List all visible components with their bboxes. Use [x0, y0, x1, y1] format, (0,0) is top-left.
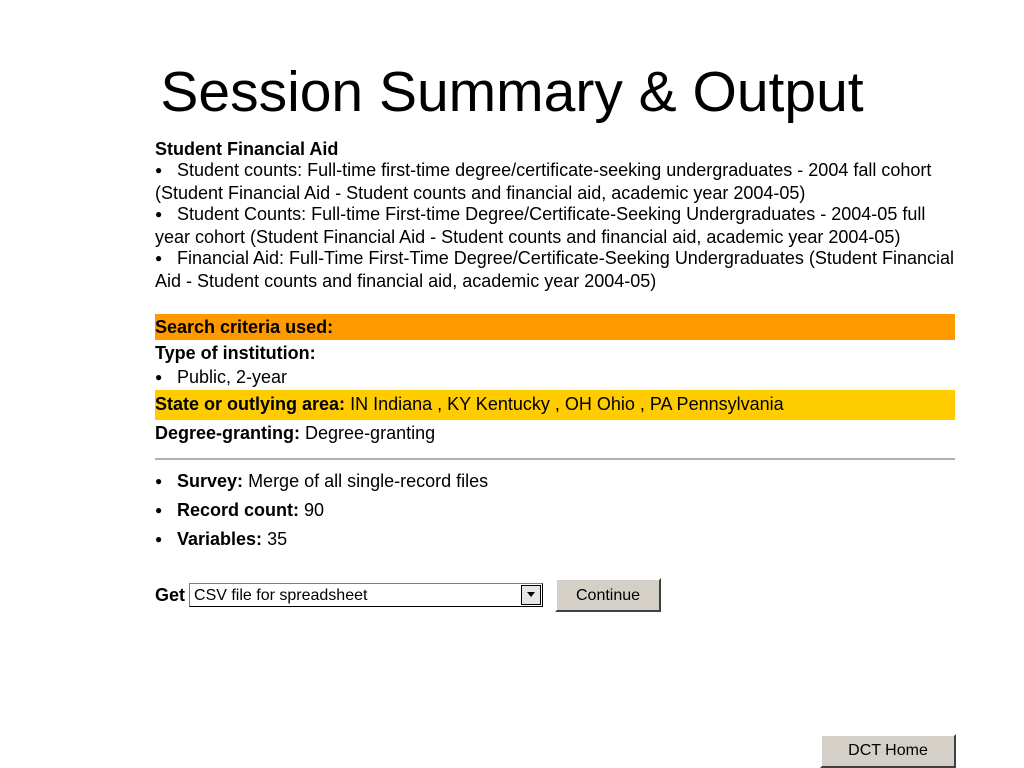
- record-count-value: 90: [304, 500, 325, 520]
- financial-aid-item-text: Student counts: Full-time first-time degree/certificate-seeking undergraduates - 2004 fall cohort (Student Financial Aid - Student counts and financial aid, academic year 2004-05): [155, 160, 932, 203]
- session-summary: [155, 138, 955, 611]
- financial-aid-item: [155, 204, 955, 248]
- bullet-icon: ●: [155, 207, 163, 221]
- variables-label: Variables:: [177, 529, 263, 549]
- summary-list: [155, 468, 955, 555]
- search-criteria-header: Search criteria used:: [155, 314, 955, 340]
- variables-item: [155, 526, 955, 555]
- survey-label: Survey:: [177, 471, 244, 491]
- dct-home-button[interactable]: DCT Home: [820, 734, 956, 768]
- output-format-select[interactable]: [189, 583, 543, 607]
- degree-value: Degree-granting: [305, 423, 436, 443]
- bullet-icon: ●: [155, 370, 163, 384]
- financial-aid-item-text: Student Counts: Full-time First-time Degree/Certificate-Seeking Undergraduates - 2004-05 full year cohort (Student Financial Aid - Student counts and financial aid, academic year 2004-05): [155, 204, 926, 247]
- state-criteria-row: [155, 390, 955, 420]
- bullet-icon: ●: [155, 251, 163, 265]
- degree-criteria-row: [155, 420, 955, 446]
- survey-value: Merge of all single-record files: [248, 471, 489, 491]
- divider: [155, 458, 955, 460]
- record-count-label: Record count:: [177, 500, 300, 520]
- financial-aid-heading: Student Financial Aid: [155, 139, 339, 159]
- institution-type-label: Type of institution:: [155, 343, 316, 363]
- variables-value: 35: [267, 529, 288, 549]
- continue-button[interactable]: Continue: [555, 578, 661, 612]
- output-row: [155, 579, 955, 611]
- institution-type-item: [155, 366, 955, 390]
- record-count-item: [155, 497, 955, 526]
- state-label: State or outlying area:: [155, 394, 346, 414]
- institution-type-value: Public, 2-year: [177, 367, 288, 387]
- financial-aid-item: [155, 248, 955, 292]
- financial-aid-item-text: Financial Aid: Full-Time First-Time Degree/Certificate-Seeking Undergraduates (Student Financial Aid - Student counts and financial aid, academic year 2004-05): [155, 248, 954, 291]
- slide-title: Session Summary & Output: [160, 60, 864, 124]
- financial-aid-item: [155, 160, 955, 204]
- dropdown-arrow-icon[interactable]: [521, 585, 541, 605]
- bullet-icon: ●: [155, 532, 163, 546]
- bullet-icon: ●: [155, 503, 163, 517]
- bullet-icon: ●: [155, 474, 163, 488]
- bullet-icon: ●: [155, 163, 163, 177]
- output-format-value: CSV file for spreadsheet: [194, 586, 368, 604]
- survey-item: [155, 468, 955, 497]
- degree-label: Degree-granting:: [155, 423, 301, 443]
- get-label: Get: [155, 584, 186, 605]
- state-value: IN Indiana , KY Kentucky , OH Ohio , PA Pennsylvania: [350, 394, 784, 414]
